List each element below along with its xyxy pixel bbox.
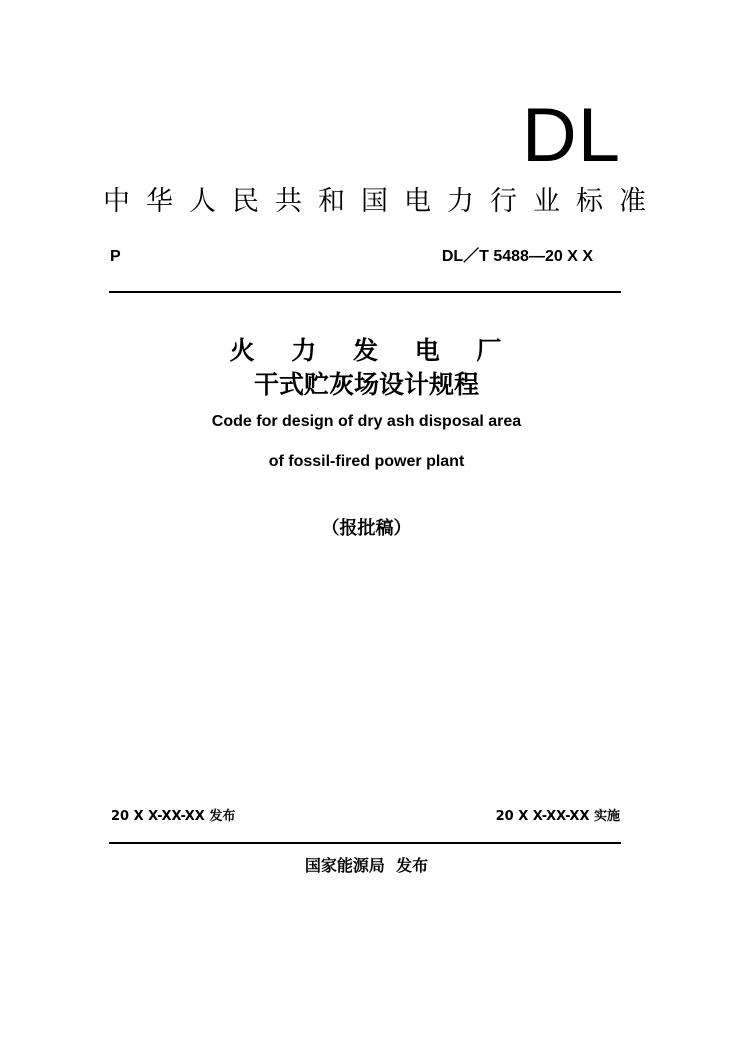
draft-status-label: （报批稿） [321,518,412,539]
top-divider [109,291,621,293]
standard-type-heading: 中华人民共和国电力行业标准 [103,186,662,217]
publisher: 国家能源局 发布 [304,856,429,875]
chinese-title-line-1: 火 力 发 电 厂 [229,336,516,365]
standard-number: DL／T 5488—20 X X [441,248,593,265]
implementation-date: 20 X X-XX-XX 实施 [495,809,620,824]
classification-code: P [110,248,121,265]
english-title-line-1: Code for design of dry ash disposal area [211,413,522,430]
english-title-line-2: of fossil-fired power plant [268,453,465,470]
dl-logo: DL [521,93,621,178]
chinese-title-line-2: 干式贮灰场设计规程 [253,370,479,399]
issue-date: 20 X X-XX-XX 发布 [111,809,236,824]
bottom-divider [109,842,621,844]
